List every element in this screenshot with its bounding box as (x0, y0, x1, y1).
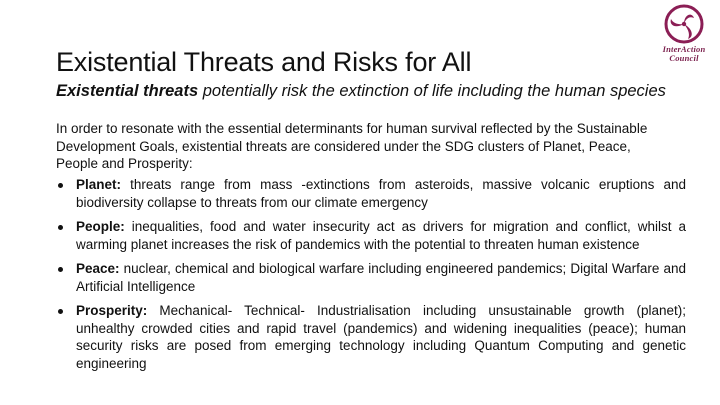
bullet-label: People: (76, 219, 125, 234)
interaction-council-logo (656, 4, 712, 74)
bullet-label: Peace: (76, 261, 120, 276)
bullet-text: inequalities, food and water insecurity act as drivers for migration and conflict, whilst a warming planet increases the risk of pandemics with the potential to threaten human existence (76, 219, 686, 252)
bullet-planet (56, 176, 686, 211)
bullet-dot-icon (58, 309, 63, 314)
slide-subtitle (56, 82, 666, 101)
bullet-text: Mechanical- Technical- Industrialisation including unsustainable growth (planet); unhealthy crowded cities and rapid travel (pandemics) and widening inequalities (peace); human security risks are posed from emerging technology including Quantum Computing and genetic engineering (76, 303, 686, 371)
bullet-text: threats range from mass -extinctions from asteroids, massive volcanic eruptions and biodiversity collapse to threats from our climate emergency (76, 177, 686, 210)
bullet-dot-icon (58, 183, 63, 188)
intro-paragraph: In order to resonate with the essential determinants for human survival reflected by the Sustainable Development Goals, existential threats are considered under the SDG clusters of Planet, Peace, People and Prosperity: (56, 121, 648, 171)
logo-line-1: InterAction (662, 44, 706, 54)
slide-title: Existential Threats and Risks for All (56, 47, 472, 77)
bullet-dot-icon (58, 267, 63, 272)
bullet-prosperity (56, 302, 686, 372)
bullet-text: nuclear, chemical and biological warfare including engineered pandemics; Digital Warfare and Artificial Intelligence (76, 261, 686, 294)
subtitle-rest: potentially risk the extinction of life including the human species (198, 82, 666, 100)
bullet-label: Prosperity: (76, 303, 148, 318)
triskelion-logo-icon (664, 4, 704, 44)
bullet-people (56, 218, 686, 253)
bullet-list (56, 176, 686, 379)
bullet-dot-icon (58, 225, 63, 230)
subtitle-emphasis: Existential threats (56, 82, 199, 100)
logo-line-2: Council (669, 53, 699, 63)
bullet-peace (56, 260, 686, 295)
bullet-label: Planet: (76, 177, 122, 192)
